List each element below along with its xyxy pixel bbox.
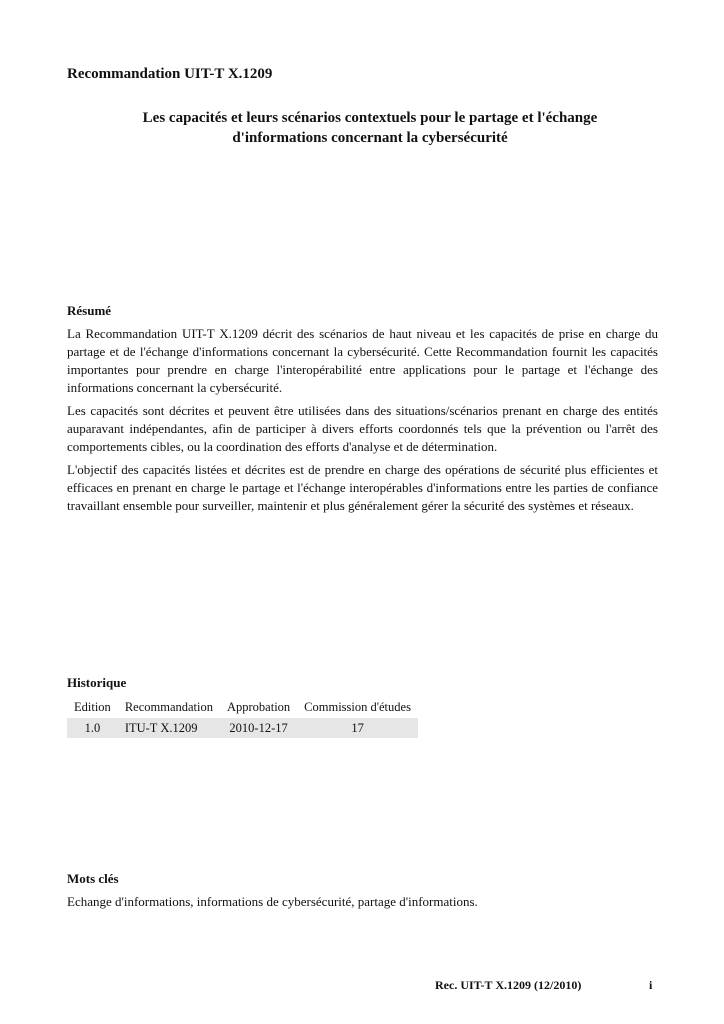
cell-study-group: 17 [297,718,418,738]
summary-body [67,325,658,520]
summary-paragraph: L'objectif des capacités listées et décrites est de prendre en charge des opérations de sécurité plus efficientes et efficaces en prenant en charge le partage et l'échange interopérables d'informations entre les parties de confiance travaillant ensemble pour surveiller, maintenir et plus généralement gérer la sécurité des systèmes et réseaux. [67,462,658,513]
document-subtitle [92,108,648,148]
history-table [67,698,418,738]
column-header-edition: Edition [74,699,111,714]
column-header-study-group: Commission d'études [304,699,411,714]
page-number: i [649,978,653,992]
cell-recommendation: ITU-T X.1209 [118,718,220,738]
history-heading: Historique [67,675,127,690]
cell-edition: 1.0 [67,718,118,738]
document-title: Recommandation UIT-T X.1209 [67,66,273,82]
history-header-row [67,698,418,718]
subtitle-line-1: Les capacités et leurs scénarios contextuels pour le partage et l'échange [142,110,598,126]
column-header-approval: Approbation [226,699,291,714]
keywords-text: Echange d'informations, informations de cybersécurité, partage d'informations. [67,894,478,909]
footer-reference: Rec. UIT-T X.1209 (12/2010) [435,978,582,992]
summary-paragraph: Les capacités sont décrites et peuvent être utilisées dans des situations/scénarios prenant en charge des entités auparavant indépendantes, afin de participer à divers efforts coordonnés tels que la prévention ou l'arrêt des comportements cibles, ou la coordination des efforts d'analyse et de détermination. [67,403,658,454]
summary-heading: Résumé [67,303,112,318]
keywords-heading: Mots clés [67,871,119,886]
table-row [67,718,418,738]
summary-paragraph: La Recommandation UIT-T X.1209 décrit des scénarios de haut niveau et les capacités de prise en charge du partage et de l'échange d'informations concernant la cybersécurité. Cette Recommandation fournit les capacités importantes pour prendre en charge l'interopérabilité entre applications pour le partage et l'échange des informations concernant la cybersécurité. [67,326,658,395]
column-header-recommendation: Recommandation [124,699,213,714]
cell-approval: 2010-12-17 [220,718,297,738]
subtitle-line-2: d'informations concernant la cybersécurité [232,130,508,146]
